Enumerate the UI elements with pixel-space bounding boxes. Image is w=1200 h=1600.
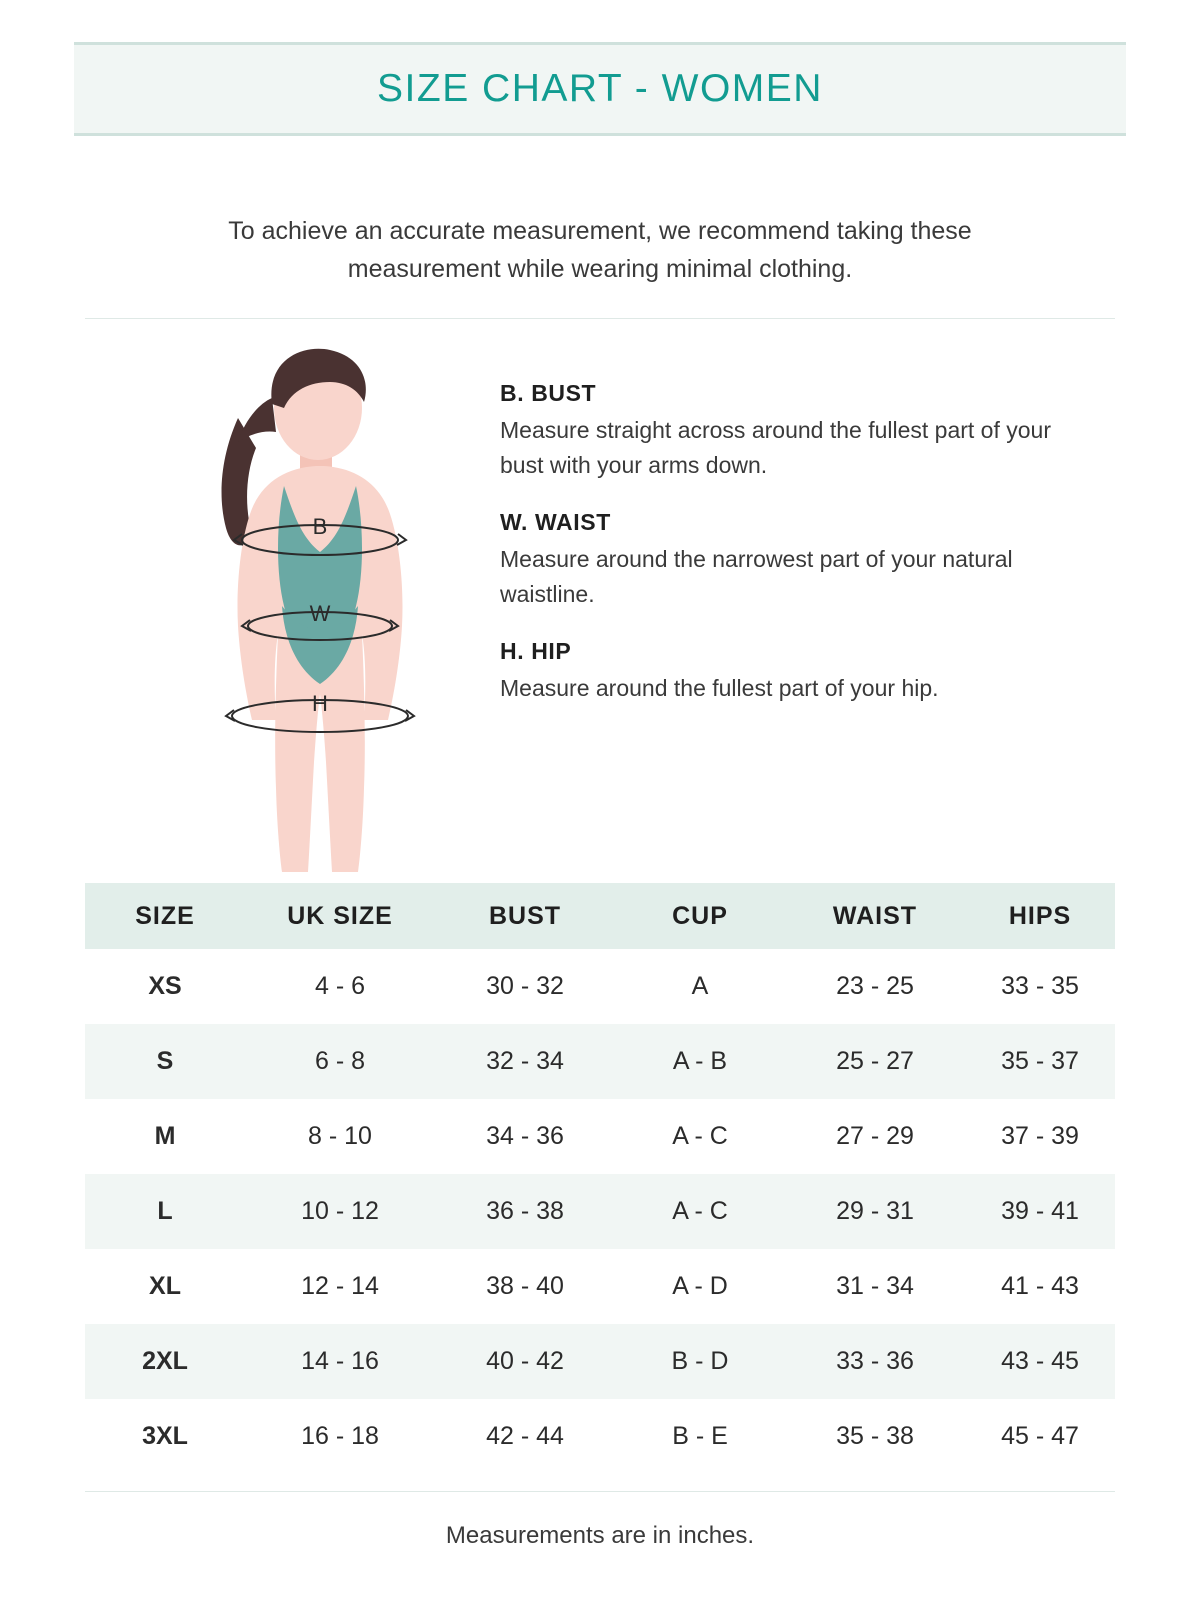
cell-uk: 6 - 8 [245, 1024, 435, 1099]
cell-size: S [85, 1024, 245, 1099]
hip-heading: H. HIP [500, 638, 572, 664]
footnote-text: Measurements are in inches. [445, 1522, 755, 1549]
cell-size: XL [149, 1272, 181, 1300]
bust-marker-label: B [312, 514, 328, 539]
cell-bust: 30 - 32 [486, 972, 564, 1000]
measure-block-waist [500, 509, 1080, 612]
measure-block-bust [500, 380, 1080, 483]
cell-hips: 37 - 39 [1001, 1122, 1079, 1150]
page-header-band [74, 42, 1126, 136]
cell-bust: 40 - 42 [435, 1324, 615, 1399]
cell-waist: 31 - 34 [836, 1272, 914, 1300]
cell-bust: 34 - 36 [486, 1122, 564, 1150]
cell-waist: 25 - 27 [785, 1024, 965, 1099]
cell-bust: 38 - 40 [486, 1272, 564, 1300]
cell-hips: 33 - 35 [1001, 972, 1079, 1000]
cell-cup: A - D [672, 1272, 728, 1300]
intro-text: To achieve an accurate measurement, we recommend taking these measurement while wearing minimal clothing. [228, 217, 972, 283]
hip-marker-label: H [312, 691, 328, 716]
cell-hips: 35 - 37 [965, 1024, 1115, 1099]
cell-waist: 29 - 31 [785, 1174, 965, 1249]
header-divider [85, 318, 1115, 319]
table-header-row [85, 883, 1115, 949]
cell-cup: A - B [615, 1024, 785, 1099]
cell-waist: 33 - 36 [785, 1324, 965, 1399]
cell-bust: 42 - 44 [486, 1422, 564, 1450]
cell-cup: A [691, 972, 709, 1000]
waist-description: Measure around the narrowest part of your natural waistline. [500, 546, 1013, 607]
column-header-hips: HIPS [965, 883, 1115, 949]
cell-size: XS [148, 972, 182, 1000]
table-row [85, 1399, 1115, 1474]
cell-uk: 8 - 10 [308, 1122, 372, 1150]
cell-uk: 14 - 16 [245, 1324, 435, 1399]
table-row [85, 1024, 1115, 1099]
cell-cup: A - C [615, 1174, 785, 1249]
cell-waist: 27 - 29 [836, 1122, 914, 1150]
cell-hips: 41 - 43 [1001, 1272, 1079, 1300]
cell-uk: 4 - 6 [314, 972, 366, 1000]
cell-bust: 36 - 38 [435, 1174, 615, 1249]
cell-size: 3XL [142, 1422, 188, 1450]
size-table [85, 883, 1115, 1474]
cell-cup: B - E [672, 1422, 728, 1450]
cell-cup: A - C [672, 1122, 728, 1150]
hip-description: Measure around the fullest part of your hip. [500, 675, 939, 701]
waist-marker-label: W [309, 601, 331, 626]
cell-uk: 12 - 14 [301, 1272, 379, 1300]
table-row [85, 1174, 1115, 1249]
page-title: SIZE CHART - WOMEN [377, 67, 823, 110]
measurement-instructions [500, 380, 1080, 732]
bust-heading: B. BUST [500, 380, 597, 406]
column-header-bust: BUST [435, 883, 615, 949]
table-row [85, 1249, 1115, 1324]
column-header-size: SIZE [85, 883, 245, 949]
table-row [85, 1324, 1115, 1399]
measure-block-hip [500, 638, 1080, 706]
cell-size: L [85, 1174, 245, 1249]
column-header-waist: WAIST [785, 883, 965, 949]
cell-hips: 43 - 45 [965, 1324, 1115, 1399]
cell-uk: 10 - 12 [245, 1174, 435, 1249]
cell-cup: B - D [615, 1324, 785, 1399]
table-row [85, 1099, 1115, 1174]
cell-hips: 45 - 47 [1001, 1422, 1079, 1450]
cell-bust: 32 - 34 [435, 1024, 615, 1099]
column-header-cup: CUP [615, 883, 785, 949]
bust-description: Measure straight across around the fullest part of your bust with your arms down. [500, 417, 1052, 478]
cell-waist: 35 - 38 [836, 1422, 914, 1450]
footnote-divider [85, 1491, 1115, 1492]
cell-hips: 39 - 41 [965, 1174, 1115, 1249]
cell-size: 2XL [85, 1324, 245, 1399]
table-row [85, 949, 1115, 1024]
waist-heading: W. WAIST [500, 509, 611, 535]
body-measurement-illustration [180, 338, 460, 878]
column-header-uk: UK SIZE [245, 883, 435, 949]
cell-size: M [154, 1122, 176, 1150]
cell-waist: 23 - 25 [836, 972, 914, 1000]
cell-uk: 16 - 18 [301, 1422, 379, 1450]
